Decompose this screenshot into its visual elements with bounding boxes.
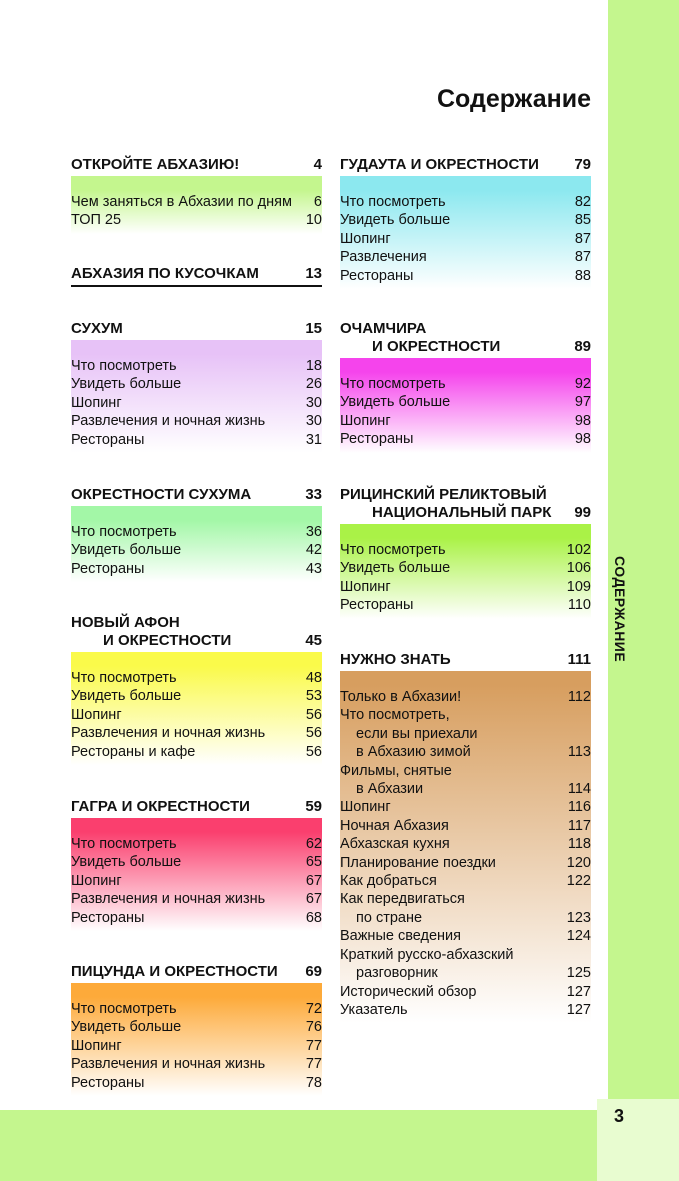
toc-entry-page-number: 87 [574,249,591,266]
toc-entry-page-number: 127 [566,1001,591,1018]
toc-entry-label-line: Шопинг [71,706,122,723]
toc-entry[interactable] [71,523,322,541]
toc-entry-page-number: 30 [305,394,322,411]
toc-entry-label-line: Рестораны [71,909,145,926]
toc-entry-page-number: 124 [566,928,591,945]
toc-entry-label-line: Шопинг [340,799,391,816]
toc-entry-label [340,541,446,559]
section-page-number: 99 [574,504,591,521]
section-color-bar [71,340,322,354]
toc-entry[interactable] [340,375,591,393]
toc-entry[interactable] [71,394,322,412]
section-color-bar [71,506,322,520]
section-heading[interactable] [71,486,322,506]
toc-section-ochamchira [340,320,591,453]
toc-entry-page-number: 26 [305,376,322,393]
toc-entry-label [340,706,478,761]
toc-entry-page-number: 125 [566,965,591,982]
toc-entry-page-number: 110 [567,597,591,614]
toc-entry-page-number: 67 [305,872,322,889]
toc-entry-label [340,854,496,872]
section-items [340,372,591,453]
toc-entry-label-line: Ночная Абхазия [340,817,449,834]
toc-section-novy-afon [71,614,322,765]
toc-entry-page-number: 48 [305,670,322,686]
toc-entry-label [340,798,391,816]
section-title-line2: И ОКРЕСТНОСТИ [372,338,501,355]
toc-entry[interactable] [340,230,591,248]
toc-entry-label-line: Что посмотреть [71,524,177,540]
toc-entry[interactable] [71,357,322,375]
toc-entry-label-line: разговорник [356,965,438,982]
section-heading-titles [340,320,500,356]
toc-entry[interactable] [340,596,591,614]
toc-entry-label [71,872,122,890]
toc-entry-label [340,412,391,430]
toc-entry-page-number: 122 [566,873,591,890]
toc-entry-label-line: Шопинг [340,412,391,429]
toc-entry[interactable] [340,762,591,799]
toc-entry-page-number: 67 [305,891,322,908]
section-page-number: 15 [305,320,322,337]
toc-entry-label [340,817,449,835]
section-heading[interactable] [71,265,322,287]
toc-entry-label [71,357,177,375]
toc-entry-label [71,1074,144,1092]
toc-entry-label [340,762,452,799]
toc-entry[interactable] [71,724,322,742]
section-color-bar [71,983,322,997]
toc-entry-label [340,596,413,614]
toc-entry-label-line: Что посмотреть [71,358,177,374]
toc-entry-label [340,946,514,983]
toc-entry[interactable] [340,412,591,430]
toc-entry-label-line: Рестораны [71,560,145,577]
toc-entry-page-number: 42 [305,542,322,559]
toc-entry-page-number: 114 [567,781,591,798]
section-page-number: 111 [567,651,591,668]
toc-entry-page-number: 65 [305,854,322,871]
toc-entry-label [71,743,195,761]
toc-entry-page-number: 106 [566,560,591,577]
section-heading-titles [71,265,259,283]
toc-entry-label-line: Как передвигаться [340,891,465,908]
section-title: РИЦИНСКИЙ РЕЛИКТОВЫЙ [340,486,547,503]
toc-entry-label-line: Рестораны [340,267,414,284]
toc-entry-label-line: Чем заняться в Абхазии по дням [71,194,292,210]
toc-entry-page-number: 56 [305,725,322,742]
section-title: ОКРЕСТНОСТИ СУХУМА [71,486,252,503]
toc-entry-page-number: 88 [574,267,591,284]
toc-entry-label-line: Увидеть больше [71,376,182,393]
toc-entry-page-number: 118 [567,836,591,853]
section-page-number: 13 [305,265,322,282]
section-items [340,685,591,1023]
toc-entry-page-number: 120 [566,854,591,871]
section-color-bar [71,176,322,190]
section-heading[interactable] [340,156,591,176]
section-heading-titles [71,156,239,174]
toc-entry-label-line: Фильмы, снятые [340,762,452,779]
section-items [340,538,591,619]
toc-entry[interactable] [340,578,591,596]
toc-entry[interactable] [340,890,591,927]
toc-entry-label [340,1001,408,1019]
toc-entry-label [340,688,461,706]
section-heading[interactable] [340,320,591,358]
section-color-bar [71,818,322,832]
toc-entry-label-line: Что посмотреть [71,670,177,686]
toc-entry-page-number: 77 [305,1037,322,1054]
section-heading[interactable] [71,320,322,340]
section-color-bar [340,358,591,372]
toc-entry-label [71,394,122,412]
toc-entry-label [71,853,181,871]
toc-entry-label [71,523,177,541]
section-items [71,666,322,765]
toc-entry-label-line: Развлечения [340,249,427,266]
toc-entry-label-line: Шопинг [340,230,391,247]
toc-entry-label-line: Увидеть больше [340,394,451,411]
toc-entry-label [340,983,476,1001]
section-heading[interactable] [71,614,322,652]
toc-entry[interactable] [340,983,591,1001]
toc-entry[interactable] [71,412,322,430]
section-page-number: 89 [574,338,591,355]
section-heading-titles [340,156,539,174]
toc-entry-label [71,431,144,449]
section-title-line2: И ОКРЕСТНОСТИ [103,632,232,649]
section-heading-titles [71,798,250,816]
toc-entry-label-line: Увидеть больше [340,560,451,577]
toc-entry-page-number: 36 [305,524,322,540]
section-color-bar [340,671,591,685]
section-page-number: 59 [305,798,322,815]
toc-entry[interactable] [340,946,591,983]
section-heading-titles [340,651,451,669]
toc-entry-page-number: 87 [574,230,591,247]
section-color-bar [71,652,322,666]
toc-entry-label-line: Только в Абхазии! [340,689,462,705]
toc-entry-label [340,559,450,577]
toc-entry-page-number: 62 [305,836,322,852]
toc-entry[interactable] [71,872,322,890]
toc-entry[interactable] [340,1001,591,1019]
toc-entry-label-line: Рестораны [340,431,414,448]
toc-entry-page-number: 112 [567,689,591,705]
section-heading-titles [340,486,551,522]
section-items [71,997,322,1096]
toc-entry-label [71,1000,177,1018]
toc-entry[interactable] [340,817,591,835]
toc-entry[interactable] [340,688,591,706]
toc-entry-label [71,541,181,559]
toc-entry-page-number: 76 [305,1019,322,1036]
toc-entry[interactable] [71,375,322,393]
toc-entry[interactable] [71,890,322,908]
toc-entry-label-line: Что посмотреть, [340,707,450,724]
toc-section-gudauta [340,156,591,289]
toc-entry[interactable] [71,431,322,449]
section-title: ГУДАУТА И ОКРЕСТНОСТИ [340,156,539,173]
toc-entry-page-number: 82 [574,194,591,210]
toc-entry-page-number: 113 [567,744,591,761]
toc-entry[interactable] [71,211,322,229]
page-number-box [597,1099,679,1181]
toc-entry-page-number: 53 [305,688,322,705]
toc-entry-label [71,1018,181,1036]
section-page-number: 33 [305,486,322,503]
toc-entry-label-line: Развлечения и ночная жизнь [71,1056,266,1073]
toc-entry-page-number: 30 [305,413,322,430]
toc-entry-label-line: Увидеть больше [71,1019,182,1036]
toc-entry-label [340,872,437,890]
toc-entry-label-line: Развлечения и ночная жизнь [71,725,266,742]
section-title: НУЖНО ЗНАТЬ [340,651,451,668]
section-color-bar [340,176,591,190]
toc-section-ritsa [340,486,591,619]
toc-entry[interactable] [71,853,322,871]
section-heading[interactable] [71,156,322,176]
toc-entry-label-line: Рестораны [71,431,145,448]
section-heading[interactable] [340,486,591,524]
toc-entry-page-number: 102 [566,542,591,558]
toc-entry[interactable] [340,559,591,577]
toc-entry-label-line: Что посмотреть [340,542,446,558]
toc-entry[interactable] [340,798,591,816]
toc-entry-label [71,1055,265,1073]
toc-entry-label-line: Абхазская кухня [340,836,450,853]
toc-section-nuzhno-znat [340,651,591,1023]
toc-entry-page-number: 116 [567,799,591,816]
toc-entry-page-number: 43 [305,560,322,577]
toc-entry[interactable] [340,927,591,945]
section-items [340,190,591,289]
toc-entry-label-line: Что посмотреть [71,836,177,852]
toc-entry-label-line: Что посмотреть [340,194,446,210]
section-page-number: 4 [313,156,322,173]
toc-entry-label-line: Шопинг [71,1037,122,1054]
toc-entry-label [340,375,446,393]
toc-entry-label-line: Увидеть больше [71,688,182,705]
toc-entry-label [71,706,122,724]
toc-entry-label-line: в Абхазию зимой [356,744,471,761]
toc-entry-page-number: 18 [305,358,322,374]
toc-entry-label [340,393,450,411]
section-page-number: 69 [305,963,322,980]
toc-entry-page-number: 56 [305,706,322,723]
section-items [71,832,322,931]
toc-entry-label-line: Шопинг [71,394,122,411]
toc-entry[interactable] [340,706,591,761]
toc-entry-label [340,211,450,229]
toc-entry[interactable] [71,1000,322,1018]
toc-entry[interactable] [340,248,591,266]
section-title-line2: НАЦИОНАЛЬНЫЙ ПАРК [372,504,552,521]
section-title: ОЧАМЧИРА [340,320,427,337]
toc-entry-page-number: 85 [574,212,591,229]
toc-entry-label [71,835,177,853]
section-items [71,190,322,234]
toc-entry-page-number: 97 [574,394,591,411]
toc-entry-page-number: 68 [305,909,322,926]
toc-entry-label [340,193,446,211]
toc-entry-label-line: Шопинг [71,872,122,889]
toc-entry[interactable] [340,872,591,890]
toc-entry-label [71,669,177,687]
toc-entry-page-number: 78 [305,1074,322,1091]
toc-entry[interactable] [71,835,322,853]
toc-section-pitsunda [71,963,322,1096]
section-heading-titles [71,320,123,338]
toc-section-gagra [71,798,322,931]
toc-entry[interactable] [71,1055,322,1073]
toc-entry[interactable] [71,1018,322,1036]
toc-entry[interactable] [340,835,591,853]
page-title: Содержание [436,85,591,113]
toc-entry-page-number: 98 [574,412,591,429]
section-items [71,354,322,453]
toc-entry-label-line: Указатель [340,1001,408,1018]
section-heading-titles [71,486,251,504]
toc-entry-label-line: по стране [356,909,423,926]
toc-entry-page-number: 10 [305,212,322,229]
toc-entry-label-line: если вы приехали [356,725,478,742]
toc-entry-label-line: Что посмотреть [71,1001,177,1017]
section-title: ОТКРОЙТЕ АБХАЗИЮ! [71,156,240,173]
toc-entry-label [340,230,391,248]
toc-entry[interactable] [71,743,322,761]
toc-entry-label-line: Как добраться [340,873,437,890]
section-color-bar [340,524,591,538]
section-heading[interactable] [340,651,591,671]
toc-entry-page-number: 6 [313,194,322,210]
section-heading[interactable] [71,798,322,818]
toc-entry-label [71,211,121,229]
toc-entry-page-number: 92 [574,376,591,392]
toc-entry-label-line: Развлечения и ночная жизнь [71,413,266,430]
toc-entry-label-line: Рестораны и кафе [71,743,196,760]
section-title: ПИЦУНДА И ОКРЕСТНОСТИ [71,963,278,980]
side-section-label: СОДЕРЖАНИЕ [612,556,628,663]
toc-section-po-kusochkam [71,265,322,287]
section-title: АБХАЗИЯ ПО КУСОЧКАМ [71,265,259,282]
toc-entry[interactable] [340,267,591,285]
toc-entry-label [71,890,265,908]
toc-entry-label-line: Увидеть больше [71,854,182,871]
toc-entry[interactable] [71,669,322,687]
toc-entry-label [340,248,427,266]
toc-entry-label [71,375,181,393]
toc-entry-label-line: Рестораны [340,597,414,614]
section-title: ГАГРА И ОКРЕСТНОСТИ [71,798,250,815]
toc-entry-label-line: Важные сведения [340,928,461,945]
section-title: НОВЫЙ АФОН [71,614,180,631]
toc-entry-page-number: 117 [567,817,591,834]
toc-entry-page-number: 77 [305,1056,322,1073]
toc-entry[interactable] [340,430,591,448]
section-page-number: 79 [574,156,591,173]
toc-section-otkroyte [71,156,322,234]
toc-entry-label [340,267,413,285]
toc-entry-label-line: Развлечения и ночная жизнь [71,891,266,908]
toc-entry[interactable] [340,393,591,411]
toc-entry-label-line: Рестораны [71,1074,145,1091]
toc-entry-label-line: Планирование поездки [340,854,496,871]
toc-entry-page-number: 109 [566,578,591,595]
section-page-number: 45 [305,632,322,649]
toc-entry-label-line: Что посмотреть [340,376,446,392]
page-number: 3 [614,1106,625,1126]
toc-entry-page-number: 72 [305,1001,322,1017]
toc-entry-page-number: 98 [574,431,591,448]
toc-entry-label [71,687,181,705]
toc-entry-label [340,430,413,448]
toc-entry[interactable] [340,211,591,229]
toc-entry-label [71,1037,122,1055]
toc-entry[interactable] [71,706,322,724]
toc-entry[interactable] [71,560,322,578]
toc-section-sukhum [71,320,322,453]
toc-entry-label-line: Исторический обзор [340,983,477,1000]
toc-entry-label [71,193,292,211]
section-heading[interactable] [71,963,322,983]
toc-entry-label-line: Шопинг [340,578,391,595]
bottom-band [0,1110,679,1181]
toc-entry-page-number: 127 [566,983,591,1000]
toc-entry-label [340,578,391,596]
toc-entry-label [340,927,461,945]
toc-entry-label [71,909,144,927]
toc-entry-page-number: 123 [566,909,591,926]
toc-section-okrestnosti-sukhuma [71,486,322,582]
toc-entry[interactable] [71,909,322,927]
section-heading-titles [71,614,231,650]
toc-entry[interactable] [71,1037,322,1055]
toc-entry[interactable] [71,1074,322,1092]
toc-entry[interactable] [340,541,591,559]
toc-entry-label [71,412,265,430]
toc-entry-label-line: Краткий русско-абхазский [340,946,514,963]
toc-entry[interactable] [71,541,322,559]
toc-entry-label-line: ТОП 25 [71,212,122,229]
section-items [71,520,322,582]
section-heading-titles [71,963,278,981]
toc-entry-page-number: 31 [305,431,322,448]
toc-entry[interactable] [71,193,322,211]
section-title: СУХУМ [71,320,123,337]
toc-entry-label [340,890,465,927]
toc-entry[interactable] [340,854,591,872]
toc-entry-label [340,835,450,853]
toc-entry[interactable] [71,687,322,705]
toc-entry-label-line: Увидеть больше [340,212,451,229]
toc-entry-label [71,560,144,578]
toc-entry-label-line: Увидеть больше [71,542,182,559]
toc-entry[interactable] [340,193,591,211]
toc-entry-label [71,724,265,742]
toc-entry-label-line: в Абхазии [356,781,424,798]
toc-entry-page-number: 56 [305,743,322,760]
